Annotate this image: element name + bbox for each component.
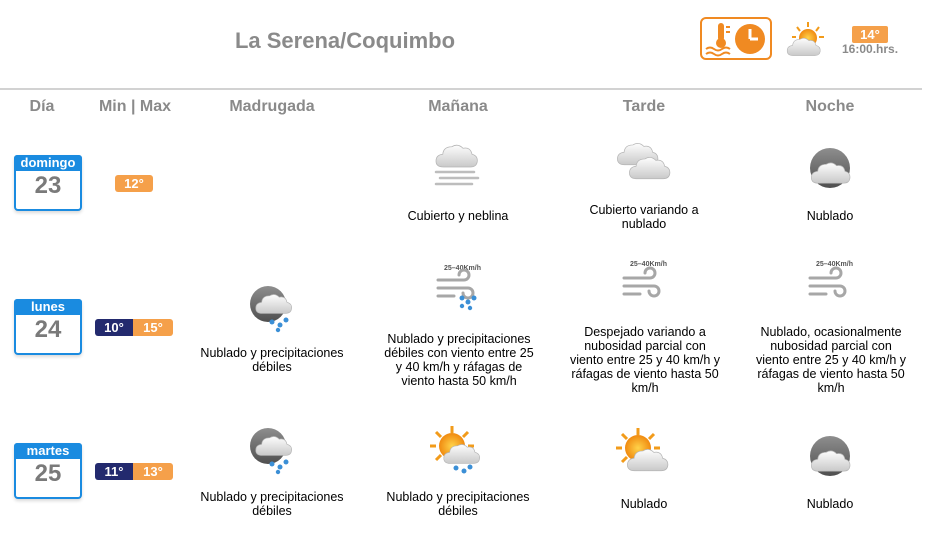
- forecast-text-madrugada: Nublado y precipitaciones débiles: [200, 346, 344, 374]
- wind-range-label: 25–40Km/h: [630, 261, 667, 268]
- forecast-text-manana: Nublado y precipitaciones débiles con viento entre 25 y 40 km/h y ráfagas de viento hasta 50 km/h: [384, 332, 534, 388]
- forecast-text-noche: Nublado: [806, 497, 854, 511]
- column-header-noche: Noche: [805, 98, 855, 115]
- weekday-label: lunes: [14, 299, 82, 315]
- forecast-text-tarde: Nublado: [620, 497, 668, 511]
- forecast-text-madrugada: Nublado y precipitaciones débiles: [200, 490, 344, 518]
- forecast-text-tarde: Cubierto variando a nublado: [589, 203, 699, 231]
- wind-rain-icon: [428, 262, 488, 316]
- day-number: 25: [34, 460, 62, 487]
- cloud-moon-rain-icon: [242, 282, 302, 336]
- forecast-text-manana: Cubierto y neblina: [407, 209, 509, 223]
- cloud-night-icon: [800, 142, 860, 196]
- min-temp-badge: 10°: [95, 319, 133, 336]
- max-temp-badge: 13°: [133, 463, 173, 480]
- sun-cloud-rain-icon: [428, 424, 488, 478]
- wind-icon: [614, 258, 674, 312]
- weekday-label: domingo: [14, 155, 82, 171]
- column-header-minmax: Min | Max: [98, 98, 172, 115]
- cloud-night-icon: [800, 430, 860, 484]
- cloud-fog-icon: [428, 138, 488, 192]
- day-number: 23: [34, 172, 62, 199]
- column-header-manana: Mañana: [428, 98, 488, 115]
- day-calendar-lunes: [14, 299, 82, 355]
- page-title: La Serena/Coquimbo: [234, 28, 456, 53]
- max-temp-badge: 12°: [115, 175, 153, 192]
- current-time-label: 16:00.hrs.: [842, 42, 899, 56]
- day-number: 24: [34, 316, 62, 343]
- wind-range-label: 25–40Km/h: [444, 265, 481, 272]
- weekday-label: martes: [14, 443, 82, 459]
- forecast-text-manana: Nublado y precipitaciones débiles: [386, 490, 530, 518]
- forecast-text-tarde: Despejado variando a nubosidad parcial con viento entre 25 y 40 km/h y ráfagas de viento hasta 50 km/h: [569, 325, 721, 395]
- max-temp-badge: 15°: [133, 319, 173, 336]
- column-header-madrugada: Madrugada: [229, 98, 315, 115]
- day-calendar-domingo: [14, 155, 82, 211]
- forecast-text-noche: Nublado: [806, 209, 854, 223]
- header-divider: [0, 88, 922, 90]
- column-header-tarde: Tarde: [622, 98, 666, 115]
- thermometer-clock-button[interactable]: [700, 17, 772, 60]
- forecast-text-noche: Nublado, ocasionalmente nubosidad parcial con viento entre 25 y 40 km/h y ráfagas de viento hasta 50 km/h: [755, 325, 907, 395]
- double-cloud-icon: [614, 136, 674, 190]
- cloud-moon-rain-icon: [242, 424, 302, 478]
- current-temperature-badge: 14°: [852, 26, 888, 43]
- wind-icon: [800, 258, 860, 312]
- day-calendar-martes: [14, 443, 82, 499]
- min-temp-badge: 11°: [95, 463, 133, 480]
- thermometer-clock-icon: [702, 19, 770, 58]
- column-header-dia: Día: [29, 98, 55, 115]
- sun-cloud-icon: [614, 426, 674, 480]
- wind-range-label: 25–40Km/h: [816, 261, 853, 268]
- partly-cloudy-sun-icon: [786, 20, 826, 58]
